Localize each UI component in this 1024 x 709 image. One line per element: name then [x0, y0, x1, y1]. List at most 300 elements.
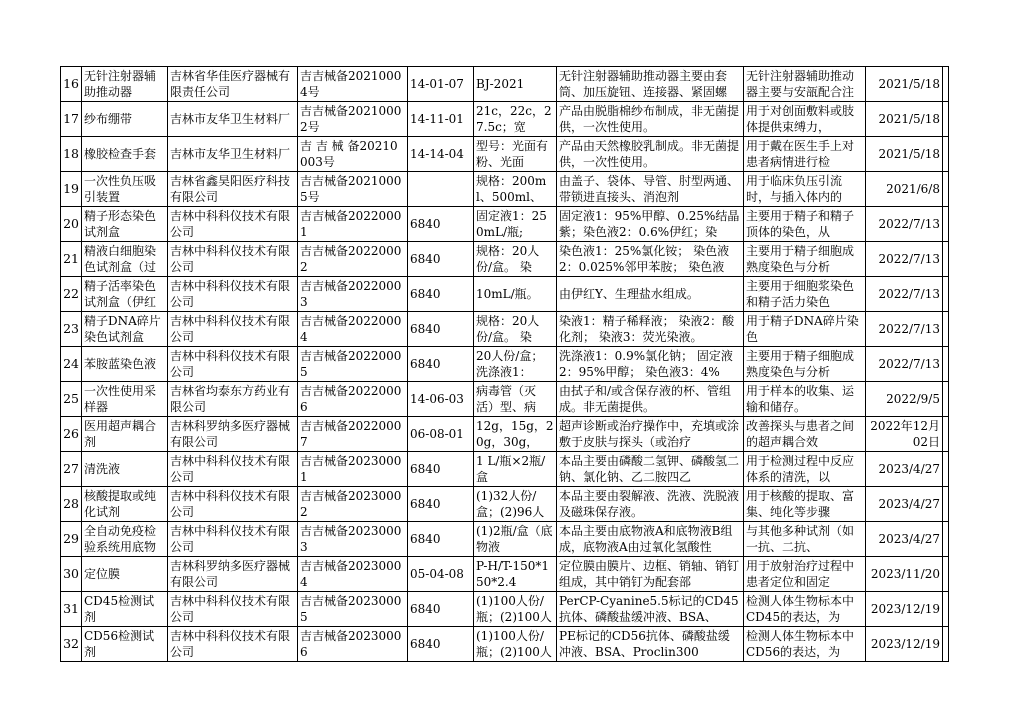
- filing-date: 2022/7/13: [878, 217, 940, 231]
- registration-number: 吉吉械备20220006: [300, 384, 402, 414]
- category-code: 6840: [410, 532, 441, 546]
- category-code-cell: [408, 347, 474, 382]
- company-name-cell: [168, 592, 298, 627]
- filing-date: 2021/6/8: [886, 182, 940, 196]
- category-code-cell: [408, 67, 474, 102]
- intended-use: 用于放射治疗过程中患者定位和固定: [746, 559, 855, 589]
- composition: 产品由脱脂棉纱布制成，非无菌提供，一次性使用。: [559, 104, 740, 134]
- category-code: 6840: [410, 217, 441, 231]
- product-name: 清洗液: [84, 462, 121, 476]
- product-name: CD56检测试剂: [84, 629, 155, 659]
- composition: PE标记的CD56抗体、磷酸盐缓冲液、BSA、Proclin300: [559, 629, 730, 659]
- intended-use-cell: [744, 487, 866, 522]
- intended-use-cell: [744, 137, 866, 172]
- filing-date-cell: [866, 102, 943, 137]
- composition: 由伊红Y、生理盐水组成。: [559, 287, 699, 301]
- registration-number-cell: [298, 627, 408, 662]
- product-name-cell: [82, 452, 168, 487]
- composition-cell: [557, 242, 744, 277]
- intended-use-cell: [744, 417, 866, 452]
- intended-use: 检测人体生物标本中CD56的表达，为: [746, 629, 855, 659]
- intended-use: 检测人体生物标本中CD45的表达，为: [746, 594, 855, 624]
- product-name: 一次性负压吸引装置: [84, 174, 157, 204]
- category-code-cell: [408, 417, 474, 452]
- composition-cell: [557, 207, 744, 242]
- product-name: 全自动免疫检验系统用底物: [84, 524, 157, 554]
- table-row: [61, 207, 949, 242]
- specification: 型号：光面有粉、光面: [476, 139, 549, 169]
- company-name: 吉林中科科仪技术有限公司: [170, 279, 291, 309]
- intended-use-cell: [744, 207, 866, 242]
- company-name: 吉林科罗纳多医疗器械有限公司: [170, 419, 291, 449]
- registration-number: 吉吉械备20230005: [300, 594, 402, 624]
- company-name-cell: [168, 382, 298, 417]
- table-row: [61, 312, 949, 347]
- company-name-cell: [168, 347, 298, 382]
- table-row: [61, 627, 949, 662]
- company-name-cell: [168, 557, 298, 592]
- row-number: 20: [63, 216, 79, 231]
- intended-use: 用于样本的收集、运输和储存。: [746, 384, 855, 414]
- composition: 定位膜由膜片、边框、销轴、销钉组成，其中销钉为配套部: [559, 559, 740, 589]
- registration-number: 吉吉械备20220001: [300, 209, 402, 239]
- row-number-cell: [61, 172, 82, 207]
- row-number: 18: [63, 146, 79, 161]
- specification-cell: [474, 382, 557, 417]
- registration-number: 吉吉械备20220004: [300, 314, 402, 344]
- company-name: 吉林科罗纳多医疗器械有限公司: [170, 559, 291, 589]
- filing-date-cell: [866, 277, 943, 312]
- company-name: 吉林市友华卫生材料厂: [170, 112, 291, 126]
- registration-number-cell: [298, 347, 408, 382]
- composition-cell: [557, 522, 744, 557]
- composition: 由盖子、袋体、导管、肘型两通、带锁进直接头、消泡剂: [559, 174, 740, 204]
- product-name-cell: [82, 522, 168, 557]
- registration-number-cell: [298, 522, 408, 557]
- category-code: 14-11-01: [410, 112, 464, 126]
- registration-number: 吉吉械备20210002号: [300, 104, 402, 134]
- intended-use: 用于戴在医生手上对患者病情进行检: [746, 139, 855, 169]
- specification-cell: [474, 522, 557, 557]
- category-code-cell: [408, 592, 474, 627]
- record-table: [60, 66, 949, 662]
- empty-cell: [943, 347, 949, 382]
- empty-cell: [943, 417, 949, 452]
- intended-use: 主要用于精子细胞成熟度染色与分析: [746, 349, 855, 379]
- composition: PerCP-Cyanine5.5标记的CD45抗体、磷酸盐缓冲液、BSA、: [559, 594, 739, 624]
- intended-use: 无针注射器辅助推动器主要与安瓿配合注: [746, 69, 855, 99]
- product-name: 纱布绷带: [84, 112, 133, 126]
- filing-date-cell: [866, 557, 943, 592]
- row-number: 30: [63, 566, 79, 581]
- registration-number-cell: [298, 382, 408, 417]
- composition: 染色液1：25%氯化铵； 染色液2：0.025%邻甲苯胺； 染色液: [559, 244, 730, 274]
- specification-cell: [474, 417, 557, 452]
- row-number: 25: [63, 391, 79, 406]
- registration-number: 吉吉械备20220003: [300, 279, 402, 309]
- company-name: 吉林中科科仪技术有限公司: [170, 314, 291, 344]
- registration-number-cell: [298, 417, 408, 452]
- product-name-cell: [82, 277, 168, 312]
- company-name-cell: [168, 137, 298, 172]
- filing-date: 2021/5/18: [878, 77, 940, 91]
- category-code: 14-06-03: [410, 392, 464, 406]
- intended-use: 用于核酸的提取、富集、纯化等步骤: [746, 489, 855, 519]
- product-name-cell: [82, 382, 168, 417]
- row-number: 19: [63, 181, 79, 196]
- company-name: 吉林中科科仪技术有限公司: [170, 629, 291, 659]
- intended-use: 用于对创面敷料或肢体提供束缚力，: [746, 104, 855, 134]
- company-name: 吉林省均泰东方药业有限公司: [170, 384, 291, 414]
- product-name: 精子形态染色试剂盒: [84, 209, 157, 239]
- composition: 本品主要由底物液A和底物液B组成，底物液A由过氧化氢酸性: [559, 524, 733, 554]
- filing-date-cell: [866, 452, 943, 487]
- intended-use: 用于检测过程中反应体系的清洗，以: [746, 454, 855, 484]
- specification-cell: [474, 102, 557, 137]
- company-name-cell: [168, 312, 298, 347]
- company-name-cell: [168, 277, 298, 312]
- product-name-cell: [82, 207, 168, 242]
- filing-date-cell: [866, 417, 943, 452]
- filing-date: 2022/7/13: [878, 357, 940, 371]
- table-row: [61, 592, 949, 627]
- company-name: 吉林省华佳医疗器械有限责任公司: [170, 69, 291, 99]
- intended-use: 主要用于精子细胞成熟度染色与分析: [746, 244, 855, 274]
- specification: 规格：20人份/盒。 染: [476, 314, 540, 344]
- filing-date-cell: [866, 172, 943, 207]
- empty-cell: [943, 67, 949, 102]
- filing-date: 2023/4/27: [878, 497, 940, 511]
- registration-number-cell: [298, 102, 408, 137]
- row-number: 23: [63, 321, 79, 336]
- registration-number: 吉吉械备20220007: [300, 419, 402, 449]
- intended-use: 主要用于细胞浆染色和精子活力染色: [746, 279, 855, 309]
- row-number: 32: [63, 636, 79, 651]
- filing-date-cell: [866, 242, 943, 277]
- category-code-cell: [408, 312, 474, 347]
- registration-number: 吉吉械备20220002: [300, 244, 402, 274]
- composition-cell: [557, 417, 744, 452]
- registration-number-cell: [298, 592, 408, 627]
- intended-use-cell: [744, 452, 866, 487]
- filing-date-cell: [866, 487, 943, 522]
- table-row: [61, 417, 949, 452]
- filing-date: 2022年12月02日: [870, 419, 940, 449]
- company-name: 吉林中科科仪技术有限公司: [170, 489, 291, 519]
- product-name: 苯胺蓝染色液: [84, 357, 157, 371]
- category-code-cell: [408, 557, 474, 592]
- row-number: 27: [63, 461, 79, 476]
- registration-number-cell: [298, 172, 408, 207]
- product-name: 定位膜: [84, 567, 121, 581]
- category-code: 6840: [410, 322, 441, 336]
- registration-number: 吉吉械备20230004: [300, 559, 402, 589]
- product-name-cell: [82, 242, 168, 277]
- composition-cell: [557, 102, 744, 137]
- composition: 产品由天然橡胶乳制成。非无菌提供，一次性使用。: [559, 139, 740, 169]
- specification-cell: [474, 207, 557, 242]
- intended-use-cell: [744, 347, 866, 382]
- product-name: 橡胶检查手套: [84, 147, 157, 161]
- row-number-cell: [61, 102, 82, 137]
- table-row: [61, 522, 949, 557]
- specification: 固定液1：250mL/瓶;: [476, 209, 547, 239]
- category-code: 6840: [410, 287, 441, 301]
- company-name-cell: [168, 207, 298, 242]
- specification-cell: [474, 242, 557, 277]
- intended-use: 用于精子DNA碎片染色: [746, 314, 859, 344]
- category-code-cell: [408, 452, 474, 487]
- company-name-cell: [168, 102, 298, 137]
- registration-number-cell: [298, 207, 408, 242]
- registration-number: 吉 吉 械 备20210003号: [300, 139, 398, 169]
- product-name-cell: [82, 102, 168, 137]
- filing-date: 2023/11/20: [870, 567, 940, 581]
- category-code: 6840: [410, 462, 441, 476]
- specification: (1)100人份/瓶；(2)100人: [476, 629, 552, 659]
- product-name: 无针注射器辅助推动器: [84, 69, 157, 99]
- row-number: 29: [63, 531, 79, 546]
- company-name-cell: [168, 417, 298, 452]
- composition: 洗涤液1：0.9%氯化钠； 固定液2：95%甲醇； 染色液3：4%: [559, 349, 733, 379]
- product-name: 医用超声耦合剂: [84, 419, 157, 449]
- company-name-cell: [168, 627, 298, 662]
- composition: 固定液1：95%甲醇、0.25%结晶紫；染色液2：0.6%伊红；染: [559, 209, 740, 239]
- category-code-cell: [408, 102, 474, 137]
- composition: 无针注射器辅助推动器主要由套筒、加压旋钮、连接器、紧固螺: [559, 69, 728, 99]
- category-code: 6840: [410, 252, 441, 266]
- empty-cell: [943, 102, 949, 137]
- specification-cell: [474, 487, 557, 522]
- filing-date: 2023/4/27: [878, 462, 940, 476]
- category-code: 6840: [410, 357, 441, 371]
- product-name: 一次性使用采样器: [84, 384, 157, 414]
- filing-date: 2021/5/18: [878, 112, 940, 126]
- registration-number: 吉吉械备20230002: [300, 489, 402, 519]
- category-code-cell: [408, 172, 474, 207]
- intended-use: 与其他多种试剂（如一抗、二抗、: [746, 524, 855, 554]
- intended-use-cell: [744, 312, 866, 347]
- specification: P-H/T-150*150*2.4: [476, 559, 550, 589]
- category-code: 6840: [410, 497, 441, 511]
- specification: 21c，22c，27.5c；宽: [476, 104, 552, 134]
- composition-cell: [557, 137, 744, 172]
- company-name-cell: [168, 242, 298, 277]
- category-code: 6840: [410, 637, 441, 651]
- row-number-cell: [61, 312, 82, 347]
- category-code: 06-08-01: [410, 427, 464, 441]
- empty-cell: [943, 312, 949, 347]
- empty-cell: [943, 172, 949, 207]
- composition-cell: [557, 487, 744, 522]
- filing-date: 2022/7/13: [878, 287, 940, 301]
- table-row: [61, 242, 949, 277]
- category-code-cell: [408, 522, 474, 557]
- filing-date: 2023/12/19: [870, 637, 940, 651]
- specification: 20人份/盒；洗涤液1：: [476, 349, 544, 379]
- row-number-cell: [61, 627, 82, 662]
- registration-number-cell: [298, 277, 408, 312]
- composition-cell: [557, 557, 744, 592]
- specification: 10mL/瓶。: [476, 287, 539, 301]
- registration-number: 吉吉械备20210004号: [300, 69, 402, 99]
- specification: 规格：200ml、500ml、: [476, 174, 547, 204]
- filing-date-cell: [866, 347, 943, 382]
- composition-cell: [557, 627, 744, 662]
- row-number: 21: [63, 251, 79, 266]
- product-name-cell: [82, 347, 168, 382]
- empty-cell: [943, 137, 949, 172]
- composition-cell: [557, 67, 744, 102]
- specification-cell: [474, 452, 557, 487]
- specification-cell: [474, 277, 557, 312]
- row-number-cell: [61, 277, 82, 312]
- table-row: [61, 67, 949, 102]
- filing-date: 2022/7/13: [878, 322, 940, 336]
- row-number-cell: [61, 522, 82, 557]
- row-number-cell: [61, 417, 82, 452]
- filing-date: 2022/9/5: [886, 392, 940, 406]
- filing-date-cell: [866, 592, 943, 627]
- intended-use: 用于临床负压引流时，与插入体内的: [746, 174, 843, 204]
- composition-cell: [557, 382, 744, 417]
- row-number-cell: [61, 382, 82, 417]
- filing-date: 2021/5/18: [878, 147, 940, 161]
- registration-number: 吉吉械备20230006: [300, 629, 402, 659]
- filing-date: 2023/12/19: [870, 602, 940, 616]
- category-code: 6840: [410, 602, 441, 616]
- specification: 规格：20人份/盒。 染: [476, 244, 540, 274]
- specification-cell: [474, 67, 557, 102]
- category-code-cell: [408, 277, 474, 312]
- specification-cell: [474, 557, 557, 592]
- intended-use: 主要用于精子和精子顶体的染色，从: [746, 209, 855, 239]
- empty-cell: [943, 487, 949, 522]
- row-number-cell: [61, 67, 82, 102]
- intended-use-cell: [744, 277, 866, 312]
- filing-date: 2023/4/27: [878, 532, 940, 546]
- empty-cell: [943, 522, 949, 557]
- specification-cell: [474, 592, 557, 627]
- specification: 病毒管（灭活）型、病: [476, 384, 537, 414]
- composition-cell: [557, 312, 744, 347]
- specification-cell: [474, 312, 557, 347]
- filing-date-cell: [866, 522, 943, 557]
- registration-number-cell: [298, 137, 408, 172]
- specification-cell: [474, 347, 557, 382]
- product-name-cell: [82, 487, 168, 522]
- empty-cell: [943, 592, 949, 627]
- row-number: 28: [63, 496, 79, 511]
- product-name: 核酸提取或纯化试剂: [84, 489, 157, 519]
- company-name: 吉林中科科仪技术有限公司: [170, 454, 291, 484]
- intended-use-cell: [744, 242, 866, 277]
- specification-cell: [474, 172, 557, 207]
- product-name-cell: [82, 172, 168, 207]
- empty-cell: [943, 452, 949, 487]
- filing-date: 2022/7/13: [878, 252, 940, 266]
- product-name-cell: [82, 137, 168, 172]
- company-name-cell: [168, 172, 298, 207]
- row-number-cell: [61, 137, 82, 172]
- company-name-cell: [168, 522, 298, 557]
- composition: 本品主要由裂解液、洗液、洗脱液及磁珠保存液。: [559, 489, 740, 519]
- composition-cell: [557, 592, 744, 627]
- intended-use: 改善探头与患者之间的超声耦合效: [746, 419, 855, 449]
- category-code-cell: [408, 137, 474, 172]
- category-code-cell: [408, 242, 474, 277]
- empty-cell: [943, 557, 949, 592]
- composition: 本品主要由磷酸二氢钾、磷酸氢二钠、氯化钠、乙二胺四乙: [559, 454, 740, 484]
- product-name-cell: [82, 557, 168, 592]
- table-row: [61, 102, 949, 137]
- company-name: 吉林中科科仪技术有限公司: [170, 209, 291, 239]
- company-name-cell: [168, 67, 298, 102]
- filing-date-cell: [866, 382, 943, 417]
- table-row: [61, 137, 949, 172]
- row-number-cell: [61, 592, 82, 627]
- specification: (1)100人份/瓶；(2)100人: [476, 594, 552, 624]
- row-number: 17: [63, 111, 79, 126]
- row-number: 16: [63, 76, 79, 91]
- specification: 12g，15g，20g，30g，: [476, 419, 554, 449]
- empty-cell: [943, 382, 949, 417]
- company-name: 吉林中科科仪技术有限公司: [170, 524, 291, 554]
- category-code-cell: [408, 627, 474, 662]
- specification-cell: [474, 137, 557, 172]
- composition-cell: [557, 347, 744, 382]
- company-name: 吉林中科科仪技术有限公司: [170, 244, 291, 274]
- row-number: 22: [63, 286, 79, 301]
- company-name: 吉林市友华卫生材料厂: [170, 147, 291, 161]
- intended-use-cell: [744, 382, 866, 417]
- registration-number: 吉吉械备20230003: [300, 524, 402, 554]
- filing-date-cell: [866, 627, 943, 662]
- specification-cell: [474, 627, 557, 662]
- product-name-cell: [82, 312, 168, 347]
- product-name: CD45检测试剂: [84, 594, 155, 624]
- row-number: 31: [63, 601, 79, 616]
- category-code: 05-04-08: [410, 567, 464, 581]
- specification: (1)32人份/盒；(2)96人: [476, 489, 545, 519]
- product-name-cell: [82, 592, 168, 627]
- composition-cell: [557, 172, 744, 207]
- intended-use-cell: [744, 102, 866, 137]
- specification: 1 L/瓶×2瓶/盒: [476, 454, 546, 484]
- company-name-cell: [168, 452, 298, 487]
- row-number: 24: [63, 356, 79, 371]
- filing-date-cell: [866, 207, 943, 242]
- registration-number-cell: [298, 242, 408, 277]
- intended-use-cell: [744, 592, 866, 627]
- composition-cell: [557, 452, 744, 487]
- empty-cell: [943, 627, 949, 662]
- category-code-cell: [408, 382, 474, 417]
- category-code-cell: [408, 207, 474, 242]
- composition: 超声诊断或治疗操作中，充填或涂敷于皮肤与探头（或治疗: [559, 419, 740, 449]
- empty-cell: [943, 242, 949, 277]
- intended-use-cell: [744, 67, 866, 102]
- empty-cell: [943, 207, 949, 242]
- row-number-cell: [61, 557, 82, 592]
- row-number-cell: [61, 347, 82, 382]
- category-code: 14-01-07: [410, 77, 464, 91]
- registration-number-cell: [298, 557, 408, 592]
- composition: 由拭子和/或含保存液的杯、管组成。非无菌提供。: [559, 384, 732, 414]
- composition: 染液1：精子稀释液； 染液2：酸化剂； 染液3：荧光染液。: [559, 314, 735, 344]
- registration-number: 吉吉械备20220005: [300, 349, 402, 379]
- registration-number-cell: [298, 67, 408, 102]
